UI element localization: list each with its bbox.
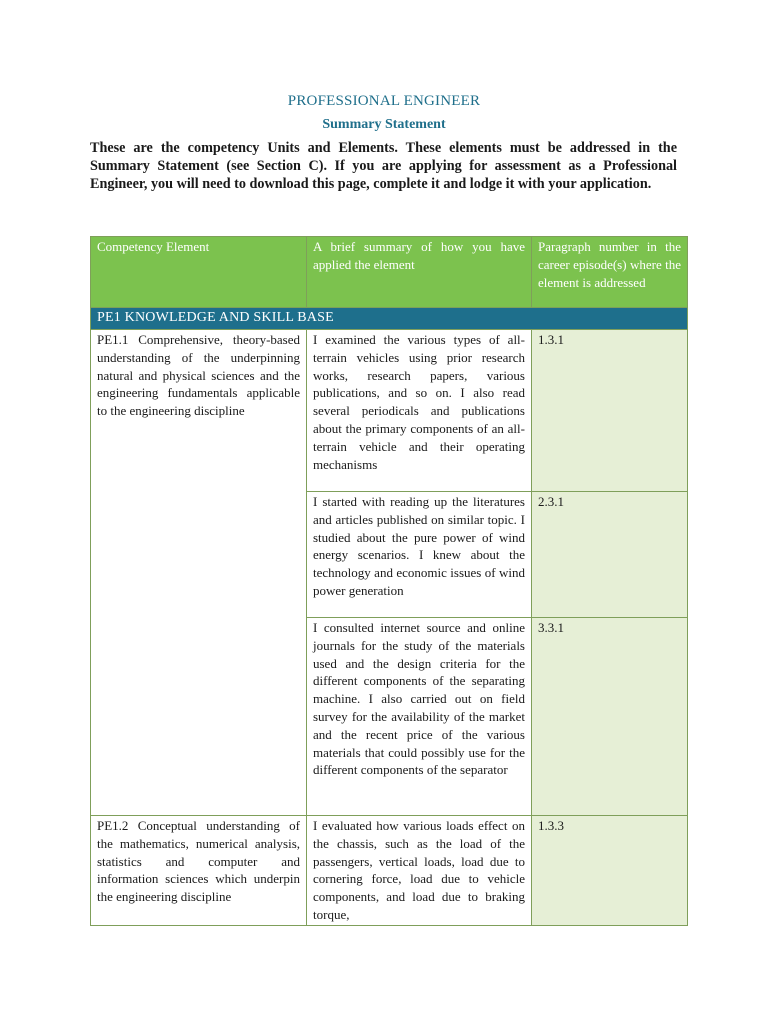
intro-paragraph: These are the competency Units and Elements. These elements must be addressed in the Summary Statement (see Section C). If you are applying for assessment as a Professional Engineer, you will need to download this page, complete it and lodge it with your application. — [90, 140, 677, 192]
summary-cell: I started with reading up the literatures and articles published on similar topic. I studied about the pure power of wind energy scenarios. I knew about the technology and economic issues of wind power generation — [307, 492, 532, 618]
header-paragraph-number: Paragraph number in the career episode(s) where the element is addressed — [532, 237, 688, 308]
section-title: PE1 KNOWLEDGE AND SKILL BASE — [91, 308, 688, 330]
competency-element-pe1-2: PE1.2 Conceptual understanding of the mathematics, numerical analysis, statistics and computer and information sciences which underpin the engineering discipline — [91, 816, 307, 926]
table-row — [91, 816, 688, 926]
competency-element-pe1-1: PE1.1 Comprehensive, theory-based understanding of the underpinning natural and physical sciences and the engineering fundamentals applicable to the engineering discipline — [91, 330, 307, 816]
summary-cell: I evaluated how various loads effect on the chassis, such as the load of the passengers, vertical loads, load due to cornering force, load due to vehicle components, and load due to braking torque, — [307, 816, 532, 926]
page-title: PROFESSIONAL ENGINEER — [287, 93, 481, 109]
header-competency-element: Competency Element — [91, 237, 307, 308]
page-subtitle: Summary Statement — [322, 117, 446, 132]
competency-table — [90, 236, 688, 926]
paragraph-number-cell: 1.3.1 — [532, 330, 688, 492]
table-header-row — [91, 237, 688, 308]
section-row — [91, 308, 688, 330]
paragraph-number-cell: 3.3.1 — [532, 618, 688, 816]
paragraph-number-cell: 1.3.3 — [532, 816, 688, 926]
summary-cell: I consulted internet source and online journals for the study of the materials used and the design criteria for the different components of the separating machine. I also carried out on field survey for the availability of the market and the recent price of the various materials that could possibly use for the different components of the separator — [307, 618, 532, 816]
table-row — [91, 330, 688, 492]
summary-cell: I examined the various types of all-terrain vehicles using prior research works, research papers, various publications, and so on. I also read several periodicals and publications about the primary components of an all-terrain vehicle and their operating mechanisms — [307, 330, 532, 492]
header-summary: A brief summary of how you have applied the element — [307, 237, 532, 308]
paragraph-number-cell: 2.3.1 — [532, 492, 688, 618]
